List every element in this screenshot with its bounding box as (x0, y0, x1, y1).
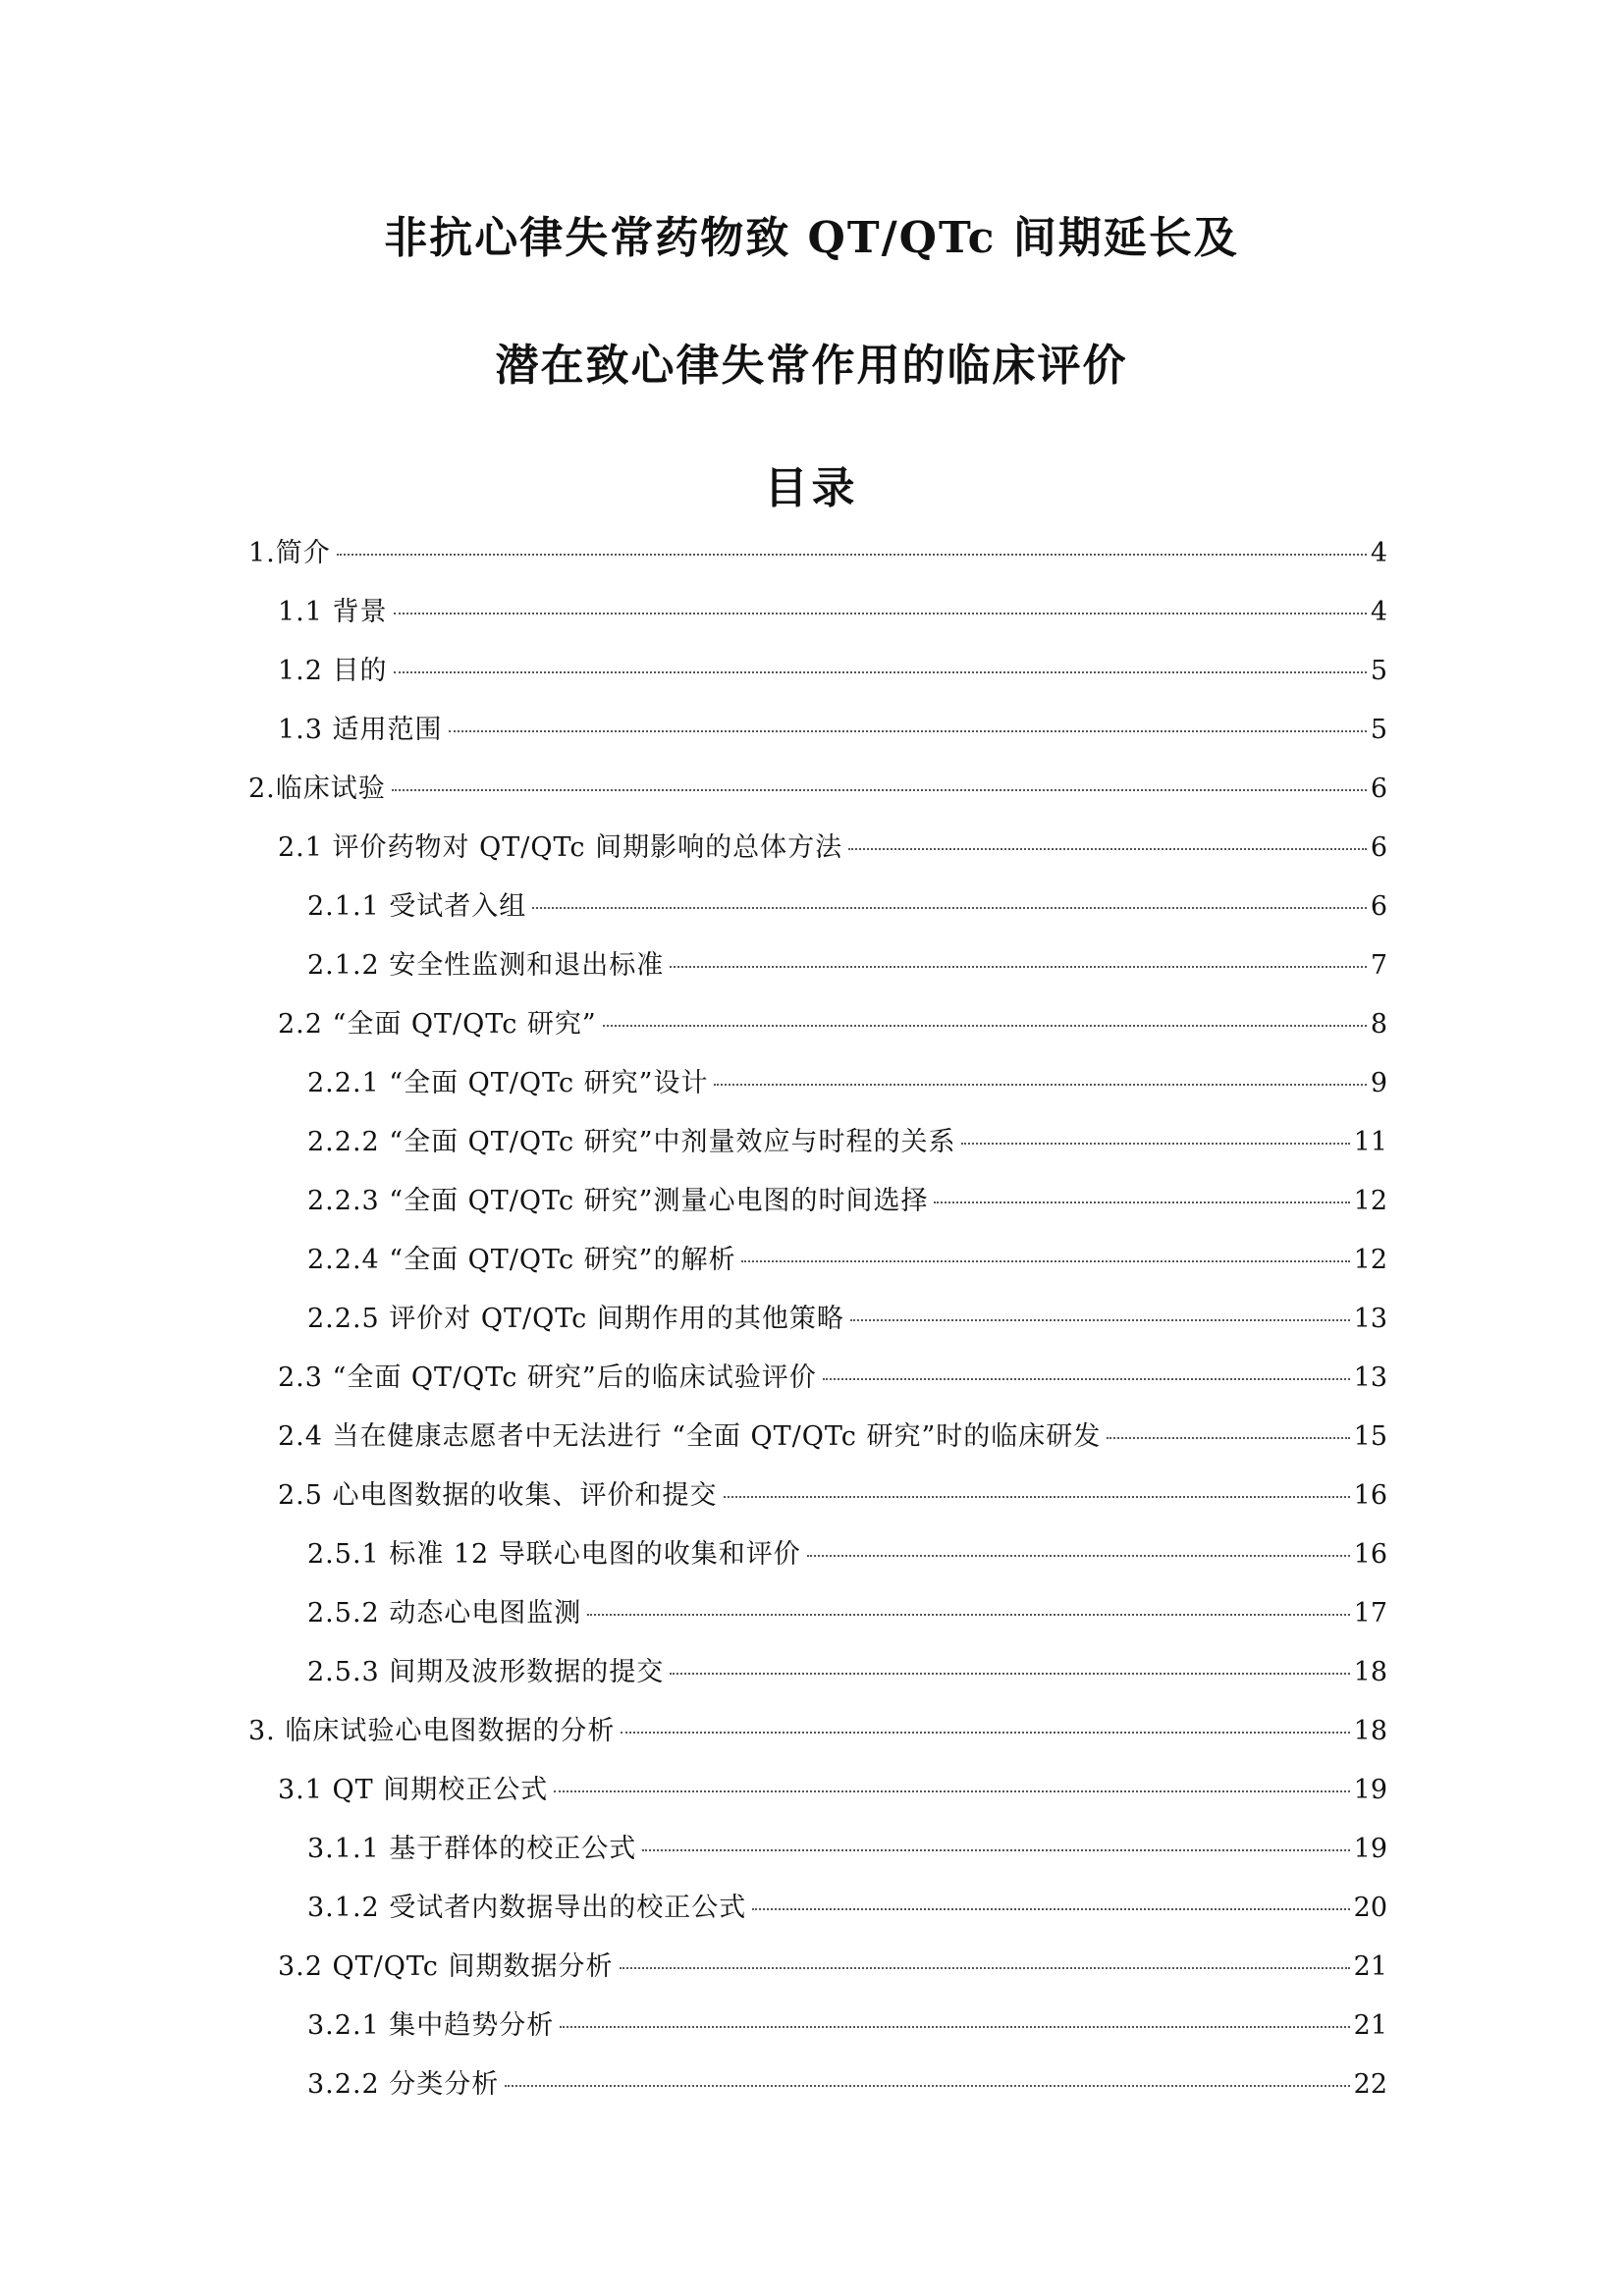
toc-entry-page: 4 (1370, 538, 1387, 568)
toc-leader-dots (392, 789, 1367, 791)
document-title-line-2: 潜在致心律失常作用的临床评价 (495, 341, 1128, 391)
toc-entry[interactable] (278, 828, 1387, 868)
toc-entry[interactable] (278, 1359, 1387, 1398)
toc-entry-page: 6 (1370, 774, 1387, 804)
toc-entry-page: 5 (1370, 656, 1387, 686)
toc-entry-label: 3.1.1 基于群体的校正公式 (307, 1834, 637, 1864)
toc-leader-dots (670, 966, 1367, 968)
toc-entry[interactable] (248, 770, 1387, 809)
toc-entry-page: 17 (1353, 1598, 1387, 1629)
toc-entry[interactable] (307, 1830, 1387, 1869)
toc-entry-label: 2.1.2 安全性监测和退出标准 (307, 950, 665, 981)
toc-entry[interactable] (307, 1123, 1387, 1162)
toc-entry[interactable] (278, 1948, 1387, 1987)
toc-entry-page: 20 (1353, 1893, 1387, 1923)
toc-entry[interactable] (307, 887, 1387, 927)
toc-leader-dots (850, 1319, 1350, 1321)
toc-leader-dots (554, 1790, 1349, 1792)
toc-entry[interactable] (307, 1241, 1387, 1280)
toc-entry-label: 3.2 QT/QTc 间期数据分析 (278, 1951, 614, 1982)
toc-leader-dots (823, 1378, 1350, 1380)
toc-entry-page: 13 (1353, 1362, 1387, 1393)
toc-entry[interactable] (307, 2065, 1387, 2105)
toc-entry-page: 22 (1353, 2069, 1387, 2100)
toc-entry-page: 11 (1353, 1127, 1387, 1157)
toc-leader-dots (587, 1614, 1349, 1616)
toc-entry[interactable] (278, 593, 1387, 632)
toc-leader-dots (505, 2085, 1349, 2087)
toc-leader-dots (848, 848, 1367, 850)
toc-entry[interactable] (307, 1535, 1387, 1575)
toc-entry-page: 6 (1370, 891, 1387, 922)
toc-entry[interactable] (248, 534, 1387, 573)
toc-entry-page: 21 (1353, 1951, 1387, 1982)
toc-entry-label: 3.2.1 集中趋势分析 (307, 2010, 555, 2041)
toc-entry-label: 1.简介 (248, 538, 331, 568)
toc-leader-dots (532, 907, 1367, 909)
toc-leader-dots (714, 1084, 1366, 1086)
toc-entry[interactable] (278, 652, 1387, 691)
toc-entry-label: 1.2 目的 (278, 656, 388, 686)
toc-leader-dots (642, 1849, 1349, 1851)
toc-entry-label: 2.3 “全面 QT/QTc 研究”后的临床试验评价 (278, 1362, 817, 1393)
toc-entry[interactable] (307, 1594, 1387, 1633)
toc-entry[interactable] (307, 1064, 1387, 1103)
toc-entry-label: 2.5 心电图数据的收集、评价和提交 (278, 1480, 718, 1511)
toc-entry-label: 2.1.1 受试者入组 (307, 891, 527, 922)
toc-leader-dots (961, 1143, 1349, 1145)
toc-leader-dots (752, 1908, 1349, 1910)
toc-entry[interactable] (307, 1653, 1387, 1692)
toc-leader-dots (560, 2026, 1349, 2028)
toc-entry[interactable] (278, 711, 1387, 750)
toc-entry-label: 2.5.3 间期及波形数据的提交 (307, 1657, 665, 1687)
toc-entry-page: 16 (1353, 1480, 1387, 1511)
toc-entry-label: 2.2 “全面 QT/QTc 研究” (278, 1009, 597, 1040)
toc-entry-page: 18 (1353, 1716, 1387, 1746)
toc-entry-label: 2.临床试验 (248, 774, 386, 804)
toc-entry-label: 2.5.2 动态心电图监测 (307, 1598, 582, 1629)
toc-entry-label: 1.1 背景 (278, 597, 388, 627)
toc-entry-page: 8 (1370, 1009, 1387, 1040)
toc-entry-page: 19 (1353, 1834, 1387, 1864)
toc-entry[interactable] (307, 2006, 1387, 2046)
toc-entry-label: 2.2.5 评价对 QT/QTc 间期作用的其他策略 (307, 1304, 844, 1334)
toc-leader-dots (449, 730, 1367, 732)
toc-entry-page: 4 (1370, 597, 1387, 627)
toc-entry[interactable] (307, 1889, 1387, 1928)
toc-entry[interactable] (307, 946, 1387, 986)
toc-leader-dots (934, 1201, 1349, 1203)
toc-entry-label: 3.2.2 分类分析 (307, 2069, 500, 2100)
toc-entry-label: 3. 临床试验心电图数据的分析 (248, 1716, 616, 1746)
toc-entry[interactable] (278, 1771, 1387, 1810)
toc-entry-page: 15 (1353, 1421, 1387, 1452)
toc-leader-dots (394, 613, 1367, 614)
toc-entry-page: 6 (1370, 832, 1387, 863)
toc-entry-page: 19 (1353, 1775, 1387, 1805)
toc-heading: 目录 (764, 463, 859, 513)
toc-leader-dots (670, 1673, 1349, 1675)
toc-entry[interactable] (248, 1712, 1387, 1751)
toc-entry-page: 16 (1353, 1539, 1387, 1570)
toc-leader-dots (724, 1496, 1350, 1498)
toc-entry-label: 3.1.2 受试者内数据导出的校正公式 (307, 1893, 747, 1923)
toc-leader-dots (807, 1555, 1350, 1557)
toc-entry-page: 12 (1353, 1245, 1387, 1275)
toc-entry-page: 21 (1353, 2010, 1387, 2041)
document-title-line-1: 非抗心律失常药物致 QT/QTc 间期延长及 (384, 213, 1239, 263)
toc-entry-page: 7 (1370, 950, 1387, 981)
toc-entry-label: 2.2.3 “全面 QT/QTc 研究”测量心电图的时间选择 (307, 1186, 929, 1216)
toc-entry-page: 5 (1370, 715, 1387, 745)
toc-entry[interactable] (278, 1417, 1387, 1457)
toc-entry[interactable] (307, 1182, 1387, 1221)
toc-entry-page: 18 (1353, 1657, 1387, 1687)
toc-leader-dots (741, 1260, 1349, 1262)
toc-entry-label: 2.2.4 “全面 QT/QTc 研究”的解析 (307, 1245, 736, 1275)
toc-leader-dots (620, 1967, 1350, 1969)
toc-entry-label: 3.1 QT 间期校正公式 (278, 1775, 549, 1805)
toc-entry-label: 2.5.1 标准 12 导联心电图的收集和评价 (307, 1539, 801, 1570)
toc-entry-label: 2.2.1 “全面 QT/QTc 研究”设计 (307, 1068, 709, 1098)
toc-leader-dots (621, 1732, 1349, 1734)
toc-entry[interactable] (278, 1005, 1387, 1044)
toc-entry-page: 13 (1353, 1304, 1387, 1334)
toc-entry-page: 12 (1353, 1186, 1387, 1216)
toc-entry-label: 2.1 评价药物对 QT/QTc 间期影响的总体方法 (278, 832, 843, 863)
toc-entry-label: 2.4 当在健康志愿者中无法进行 “全面 QT/QTc 研究”时的临床研发 (278, 1421, 1102, 1452)
toc-entry-label: 2.2.2 “全面 QT/QTc 研究”中剂量效应与时程的关系 (307, 1127, 956, 1157)
toc-leader-dots (1107, 1437, 1349, 1439)
toc-entry-label: 1.3 适用范围 (278, 715, 443, 745)
toc-leader-dots (337, 554, 1367, 556)
toc-leader-dots (603, 1025, 1367, 1027)
toc-entry[interactable] (307, 1300, 1387, 1339)
toc-entry-page: 9 (1370, 1068, 1387, 1098)
toc-leader-dots (394, 671, 1367, 673)
toc-entry[interactable] (278, 1476, 1387, 1516)
